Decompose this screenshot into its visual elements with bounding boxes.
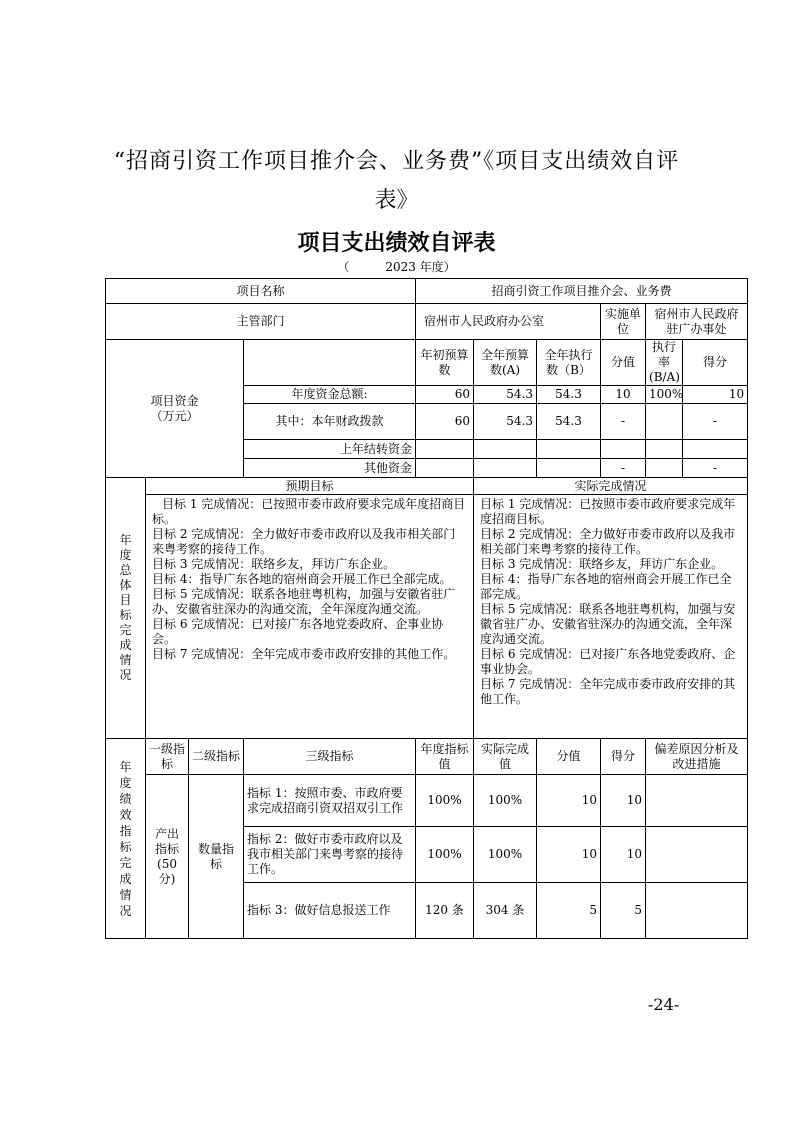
- indicators-side-label: 年 度 绩 效 指 标 完 成 情 况: [106, 739, 146, 939]
- goal-expected-item: 目标 3 完成情况：联络乡友，拜访广东企业。: [152, 557, 396, 571]
- ind-row-name: 指标 1：按照市委、市政府要求完成招商引资双招双引工作: [244, 775, 416, 827]
- ind-row-deviation: [646, 827, 748, 883]
- funds-row-score-value: 10: [601, 386, 646, 404]
- table-title: 项目支出绩效自评表: [297, 231, 496, 256]
- funds-row-score-value: [601, 440, 646, 459]
- funds-row-initial: 60: [416, 404, 474, 440]
- goals-side-label: 年 度 总 体 目 标 完 成 情 况: [106, 478, 146, 739]
- funds-header-executed: 全年执行数（B）: [537, 340, 601, 386]
- goals-actual-list: [474, 495, 748, 739]
- ind-row-actual: 304 条: [474, 883, 537, 939]
- funds-row-rate: [646, 404, 683, 440]
- impl-label: 实施单位: [601, 304, 646, 340]
- funds-row-executed: [537, 459, 601, 478]
- project-name-value: 招商引资工作项目推介会、业务费: [416, 279, 748, 304]
- ind-row-score-value: 10: [537, 775, 601, 827]
- ind-row-target: 100%: [416, 775, 474, 827]
- ind-header-score: 得分: [601, 739, 646, 775]
- year-text: 2023 年度）: [385, 260, 456, 274]
- funds-header-score: 得分: [683, 340, 748, 386]
- self-evaluation-table: [105, 278, 748, 939]
- ind-row-target: 100%: [416, 827, 474, 883]
- dept-value: 宿州市人民政府办公室: [416, 304, 601, 340]
- document-title-line2: 表》: [374, 188, 419, 213]
- funds-row-executed: 54.3: [537, 386, 601, 404]
- funds-label-cell: [106, 340, 244, 478]
- goal-actual-item: 目标 1 完成情况：已按照市委市政府要求完成年度招商目标。: [480, 497, 736, 526]
- goal-expected-item: 目标 5 完成情况：联系各地驻粤机构，加强与安徽省驻广办、安徽省驻深办的沟通交流，全年深度沟通交流。: [152, 587, 456, 616]
- ind-row-score: 10: [601, 827, 646, 883]
- year-open-paren: （: [337, 260, 350, 274]
- funds-row-score-value: -: [601, 404, 646, 440]
- goal-actual-item: 目标 6 完成情况：已对接广东各地党委政府、企事业协会。: [480, 647, 736, 676]
- goals-expected-list: [146, 495, 474, 739]
- goal-expected-item: 目标 6 完成情况：已对接广东各地党委政府、企事业协会。: [152, 617, 444, 646]
- dept-label: 主管部门: [106, 304, 416, 340]
- ind-header-level3: 三级指标: [244, 739, 416, 775]
- ind-level1-label: 产出指标(50分): [146, 775, 189, 939]
- year-line: [0, 258, 793, 275]
- funds-header-score-value: 分值: [601, 340, 646, 386]
- funds-header-annual: 全年预算数(A): [474, 340, 537, 386]
- funds-row-label: 其他资金: [244, 459, 416, 478]
- funds-row-score: -: [683, 404, 748, 440]
- funds-header-rate: 执行率(B/A): [646, 340, 683, 386]
- goal-actual-item: 目标 3 完成情况：联络乡友，拜访广东企业。: [480, 557, 724, 571]
- goal-actual-item: 目标 2 完成情况：全力做好市委市政府以及我市相关部门来粤考察的接待工作。: [480, 527, 736, 556]
- funds-row-initial: [416, 440, 474, 459]
- funds-header-initial: 年初预算数: [416, 340, 474, 386]
- ind-row-score: 5: [601, 883, 646, 939]
- project-name-label: 项目名称: [106, 279, 416, 304]
- funds-header-blank: [244, 340, 416, 386]
- goal-expected-item: 目标 7 完成情况：全年完成市委市政府安排的其他工作。: [152, 647, 456, 661]
- funds-row-initial: [416, 459, 474, 478]
- funds-row-score: [683, 440, 748, 459]
- funds-row-annual: 54.3: [474, 404, 537, 440]
- goal-expected-item: 目标 1 完成情况：已按照市委市政府要求完成年度招商目标。: [152, 497, 466, 526]
- goals-actual-header: 实际完成情况: [474, 478, 748, 495]
- funds-row-rate: [646, 440, 683, 459]
- goal-expected-item: 目标 2 完成情况：全力做好市委市政府以及我市相关部门来粤考察的接待工作。: [152, 527, 456, 556]
- ind-row-name: 指标 2：做好市委市政府以及我市相关部门来粤考察的接待工作。: [244, 827, 416, 883]
- ind-header-actual: 实际完成值: [474, 739, 537, 775]
- ind-row-deviation: [646, 775, 748, 827]
- ind-row-target: 120 条: [416, 883, 474, 939]
- ind-header-level1: 一级指标: [146, 739, 189, 775]
- goal-actual-item: 目标 4：指导广东各地的宿州商会开展工作已全部完成。: [480, 572, 732, 601]
- funds-row-executed: [537, 440, 601, 459]
- funds-row-label: 年度资金总额:: [244, 386, 416, 404]
- funds-row-rate: 100%: [646, 386, 683, 404]
- ind-level2-label: 数量指标: [189, 775, 244, 939]
- funds-row-label: 其中：本年财政拨款: [244, 404, 416, 440]
- funds-row-label: 上年结转资金: [244, 440, 416, 459]
- funds-row-annual: [474, 440, 537, 459]
- funds-row-initial: 60: [416, 386, 474, 404]
- ind-row-score: 10: [601, 775, 646, 827]
- funds-row-rate: [646, 459, 683, 478]
- goal-actual-item: 目标 7 完成情况：全年完成市委市政府安排的其他工作。: [480, 677, 736, 706]
- funds-row-annual: 54.3: [474, 386, 537, 404]
- ind-header-score-value: 分值: [537, 739, 601, 775]
- funds-row-annual: [474, 459, 537, 478]
- funds-row-score: 10: [683, 386, 748, 404]
- funds-row-executed: 54.3: [537, 404, 601, 440]
- impl-value: 宿州市人民政府驻广办事处: [646, 304, 748, 340]
- ind-header-target: 年度指标值: [416, 739, 474, 775]
- ind-header-deviation: 偏差原因分析及改进措施: [646, 739, 748, 775]
- document-title-line1: “招商引资工作项目推介会、业务费”《项目支出绩效自评: [113, 149, 680, 174]
- funds-row-score: -: [683, 459, 748, 478]
- ind-row-actual: 100%: [474, 775, 537, 827]
- ind-header-level2: 二级指标: [189, 739, 244, 775]
- funds-label: 项目资金: [150, 393, 199, 408]
- funds-unit: （万元）: [150, 408, 199, 423]
- ind-row-name: 指标 3：做好信息报送工作: [244, 883, 416, 939]
- goal-actual-item: 目标 5 完成情况：联系各地驻粤机构，加强与安徽省驻广办、安徽省驻深办的沟通交流，全年深度沟通交流。: [480, 602, 736, 646]
- page-number: -24-: [648, 995, 680, 1014]
- ind-row-score-value: 10: [537, 827, 601, 883]
- ind-row-deviation: [646, 883, 748, 939]
- funds-row-score-value: -: [601, 459, 646, 478]
- ind-row-actual: 100%: [474, 827, 537, 883]
- ind-row-score-value: 5: [537, 883, 601, 939]
- goals-expected-header: 预期目标: [146, 478, 474, 495]
- goal-expected-item: 目标 4：指导广东各地的宿州商会开展工作已全部完成。: [152, 572, 452, 586]
